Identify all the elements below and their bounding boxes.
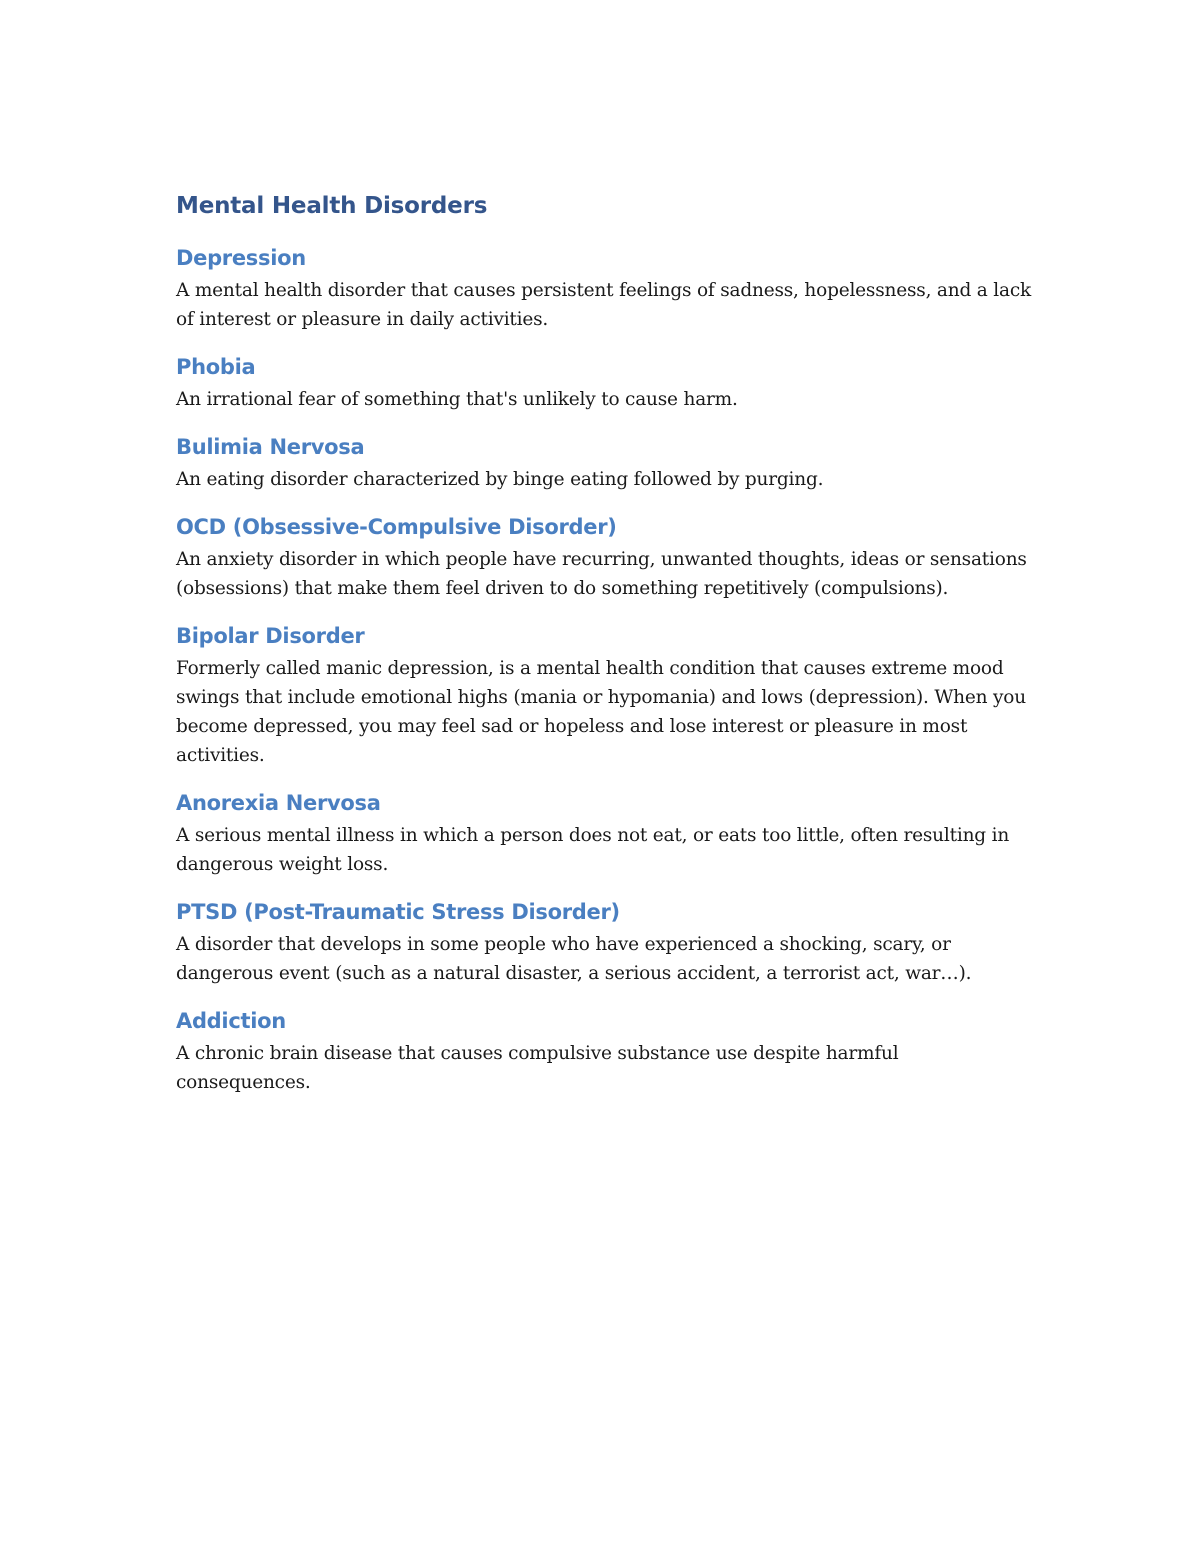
entry-definition: A mental health disorder that causes persistent feelings of sadness, hopelessness, and a lack of interest or pleasure in daily activities.	[176, 280, 1032, 330]
entry-definition: A serious mental illness in which a person does not eat, or eats too little, often resulting in dangerous weight loss.	[176, 825, 1010, 875]
entry-bipolar-disorder	[176, 622, 1036, 770]
entry-anorexia-nervosa	[176, 789, 1036, 879]
entry-definition: Formerly called manic depression, is a mental health condition that causes extreme mood swings that include emotional highs (mania or hypomania) and lows (depression). When you become depressed, you may feel sad or hopeless and lose interest or pleasure in most activities.	[176, 658, 1026, 766]
entry-definition: An irrational fear of something that's unlikely to cause harm.	[176, 389, 738, 410]
entry-heading: OCD (Obsessive-Compulsive Disorder)	[176, 515, 617, 539]
entry-ptsd	[176, 898, 1036, 988]
entry-addiction	[176, 1007, 1036, 1097]
entry-heading: Bulimia Nervosa	[176, 435, 365, 459]
entry-phobia	[176, 353, 1036, 414]
entry-definition: A chronic brain disease that causes compulsive substance use despite harmful consequences.	[176, 1043, 899, 1093]
entry-heading: Bipolar Disorder	[176, 624, 365, 648]
entry-heading: Phobia	[176, 355, 256, 379]
entry-heading: PTSD (Post-Traumatic Stress Disorder)	[176, 900, 620, 924]
document-title: Mental Health Disorders	[176, 193, 488, 219]
entry-definition: A disorder that develops in some people who have experienced a shocking, scary, or dangerous event (such as a natural disaster, a serious accident, a terrorist act, war…).	[176, 934, 972, 984]
entry-bulimia-nervosa	[176, 433, 1036, 494]
entry-ocd	[176, 513, 1036, 603]
entry-definition: An anxiety disorder in which people have recurring, unwanted thoughts, ideas or sensations (obsessions) that make them feel driven to do something repetitively (compulsions).	[176, 549, 1027, 599]
entry-depression	[176, 244, 1036, 334]
entry-definition: An eating disorder characterized by binge eating followed by purging.	[176, 469, 824, 490]
document-content	[176, 190, 1036, 1116]
entry-heading: Addiction	[176, 1009, 286, 1033]
entry-heading: Depression	[176, 246, 306, 270]
entry-heading: Anorexia Nervosa	[176, 791, 381, 815]
